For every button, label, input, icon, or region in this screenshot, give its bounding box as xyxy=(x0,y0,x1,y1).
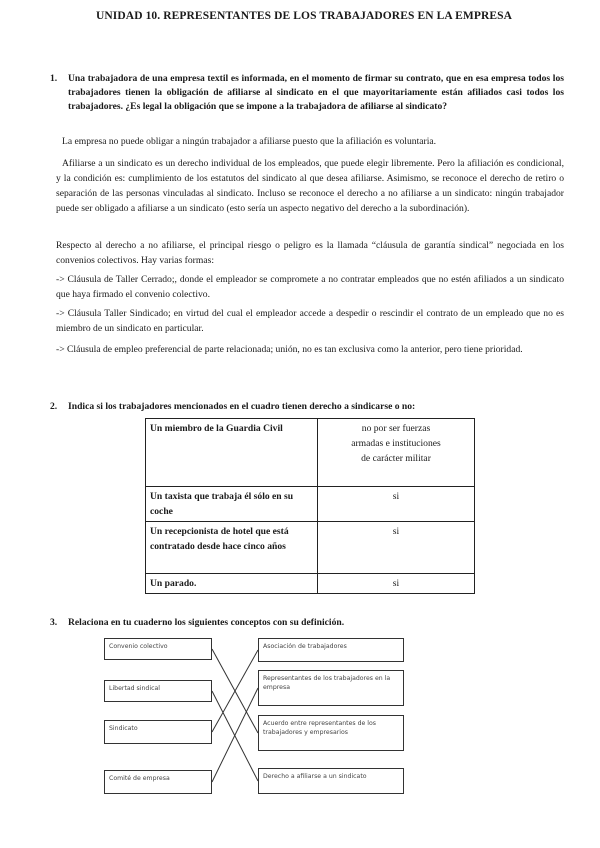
answer-paragraph: -> Cláusula Taller Sindicado; en virtud del cual el empleador accede a despedir o rescindir el contrato de un empleado que no es miembro de un sindicato en particular. xyxy=(56,308,564,334)
question-number: 3. xyxy=(50,617,58,628)
answer-cell: si xyxy=(318,522,475,574)
worker-cell: Un taxista que trabaja él sólo en su coche xyxy=(146,487,318,522)
answer-paragraph: -> Cláusula de empleo preferencial de parte relacionada; unión, no es tan exclusiva como la anterior, pero tiene prioridad. xyxy=(56,344,523,355)
concept-box: Libertad sindical xyxy=(104,680,212,702)
question-text: Una trabajadora de una empresa textil es informada, en el momento de firmar su contrato, que en esa empresa todos los trabajadores tienen la obligación de afiliarse al sindicato en el que mayoritariamente están afiliados casi todos los trabajadores. ¿Es legal la obligación que se impone a la trabajadora de afiliarse al sindicato? xyxy=(68,73,564,112)
definition-box: Acuerdo entre representantes de los trabajadores y empresarios xyxy=(258,715,404,751)
answer-paragraph: -> Cláusula de Taller Cerrado;, donde el empleador se compromete a no contratar empleados que no estén afiliados a un sindicato que haya firmado el convenio colectivo. xyxy=(56,274,564,300)
question-3 xyxy=(50,616,564,630)
concept-box: Comité de empresa xyxy=(104,770,212,794)
question-2 xyxy=(50,400,564,414)
answer-cell xyxy=(318,419,475,487)
table-row xyxy=(146,487,475,522)
question-number: 2. xyxy=(50,401,58,412)
definition-box: Derecho a afiliarse a un sindicato xyxy=(258,768,404,794)
answer-text: no por ser fuerzas armadas e instituciones de carácter militar xyxy=(351,423,441,464)
concept-box: Convenio colectivo xyxy=(104,638,212,660)
answer-cell: si xyxy=(318,574,475,594)
answer-paragraph: La empresa no puede obligar a ningún trabajador a afiliarse puesto que la afiliación es voluntaria. xyxy=(62,136,437,147)
question-text: Indica si los trabajadores mencionados en el cuadro tienen derecho a sindicarse o no: xyxy=(68,401,416,412)
table-row xyxy=(146,574,475,594)
table-row xyxy=(146,419,475,487)
worker-cell: Un recepcionista de hotel que está contratado desde hace cinco años xyxy=(146,522,318,574)
definition-box: Representantes de los trabajadores en la empresa xyxy=(258,670,404,706)
worker-cell: Un parado. xyxy=(146,574,318,594)
page-title: UNIDAD 10. REPRESENTANTES DE LOS TRABAJADORES EN LA EMPRESA xyxy=(96,10,513,22)
worker-cell: Un miembro de la Guardia Civil xyxy=(146,419,318,487)
question-text: Relaciona en tu cuaderno los siguientes conceptos con su definición. xyxy=(68,617,345,628)
union-rights-table xyxy=(145,418,475,594)
table-row xyxy=(146,522,475,574)
concept-box: Sindicato xyxy=(104,720,212,744)
question-1 xyxy=(50,72,564,114)
matching-exercise xyxy=(98,632,408,802)
answer-cell: si xyxy=(318,487,475,522)
answer-paragraph: Respecto al derecho a no afiliarse, el principal riesgo o peligro es la llamada “cláusula de garantía sindical” negociada en los convenios colectivos. Hay varias formas: xyxy=(56,240,564,266)
question-number: 1. xyxy=(50,73,58,84)
answer-paragraph: Afiliarse a un sindicato es un derecho individual de los empleados, que puede elegir libremente. Pero la afiliación es condicional, y la condición es: cumplimiento de los estatutos del sindicato al que desea afiliarse. Asimismo, se reconoce el derecho de retiro o separación de las personas vinculadas al sindicato. Incluso se reconoce el derecho a no afiliarse a un sindicato: ningún trabajador puede ser obligado a afiliarse a un sindicato (esto sería un aspecto negativo del derecho a la subordinación). xyxy=(56,158,564,214)
definition-box: Asociación de trabajadores xyxy=(258,638,404,662)
